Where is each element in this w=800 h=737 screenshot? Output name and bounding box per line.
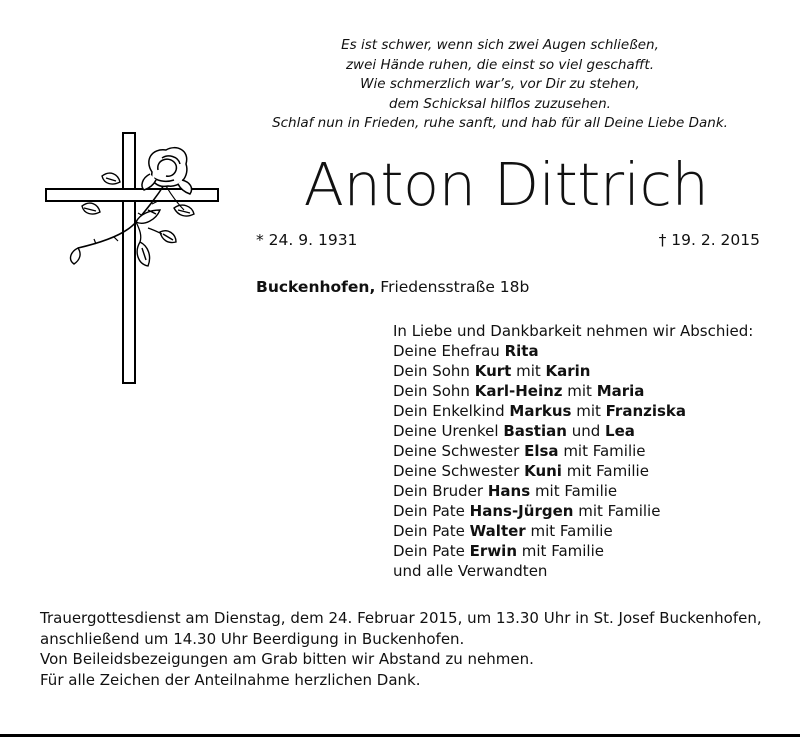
mourner-relation: mit Familie	[561, 462, 649, 480]
mourner-relation: Dein Sohn	[393, 382, 475, 400]
mourner-rows	[393, 341, 753, 581]
mourner-relation: mit Familie	[573, 502, 661, 520]
mourner-relation: und	[566, 422, 606, 440]
birth-date: * 24. 9. 1931	[256, 231, 358, 249]
mourner-relation: mit	[571, 402, 606, 420]
memorial-poem	[250, 36, 750, 134]
mourner-row	[393, 501, 753, 521]
mourners-intro: In Liebe und Dankbarkeit nehmen wir Abschied:	[393, 322, 754, 340]
mourner-name: Hans-Jürgen	[469, 502, 574, 520]
mourner-row	[393, 401, 753, 421]
mourner-row	[393, 421, 753, 441]
mourner-row	[393, 461, 753, 481]
address-street: Friedensstraße 18b	[380, 278, 530, 296]
mourner-name: Franziska	[605, 402, 687, 420]
mourner-name: Walter	[469, 522, 526, 540]
deceased-name: Anton Dittrich	[303, 150, 709, 219]
mourner-relation: Deine Schwester	[393, 442, 525, 460]
mourner-relation: Dein Bruder	[393, 482, 488, 500]
poem-line: Es ist schwer, wenn sich zwei Augen schließen,	[341, 37, 659, 53]
mourner-row	[393, 441, 753, 461]
mourner-name: Bastian	[503, 422, 567, 440]
mourner-relation: mit	[562, 382, 597, 400]
condolence-note: Von Beileidsbezeigungen am Grab bitten wir Abstand zu nehmen.	[40, 650, 534, 668]
mourner-name: Hans	[487, 482, 531, 500]
mourner-name: Lea	[605, 422, 635, 440]
mourner-row	[393, 381, 753, 401]
mourner-relation: Dein Enkelkind	[393, 402, 510, 420]
mourner-row	[393, 521, 753, 541]
thanks-note: Für alle Zeichen der Anteilnahme herzlichen Dank.	[40, 670, 421, 689]
poem-line: Wie schmerzlich war’s, vor Dir zu stehen,	[360, 76, 640, 92]
service-line: anschließend um 14.30 Uhr Beerdigung in Buckenhofen.	[40, 629, 465, 648]
mourner-relation: mit Familie	[525, 522, 613, 540]
mourner-relation: Deine Ehefrau	[393, 342, 505, 360]
poem-line: dem Schicksal hilflos zuzusehen.	[389, 95, 611, 112]
mourner-row	[393, 481, 753, 501]
mourner-relation: mit Familie	[517, 542, 604, 560]
mourner-relation: Dein Pate	[393, 542, 470, 560]
mourner-relation: mit	[511, 362, 546, 380]
mourner-relation: Dein Sohn	[393, 362, 475, 380]
mourner-name: Rita	[504, 342, 539, 360]
mourner-relation: mit Familie	[530, 482, 618, 500]
address-town: Buckenhofen,	[256, 278, 376, 296]
mourner-name: Kuni	[524, 462, 562, 480]
mourners-list	[393, 321, 753, 581]
mourner-relation: Dein Pate	[393, 522, 470, 540]
mourner-name: Maria	[596, 382, 645, 400]
mourner-row	[393, 361, 753, 381]
mourner-relation: und alle Verwandten	[393, 562, 548, 580]
poem-line: Schlaf nun in Frieden, ruhe sanft, und hab für all Deine Liebe Dank.	[272, 115, 728, 131]
mourner-row	[393, 541, 753, 561]
address	[256, 278, 529, 296]
mourner-name: Karin	[545, 362, 591, 380]
poem-line: zwei Hände ruhen, die einst so viel geschafft.	[345, 56, 655, 73]
mourner-row	[393, 561, 753, 581]
mourner-relation: mit Familie	[558, 442, 646, 460]
mourner-name: Markus	[509, 402, 572, 420]
mourner-name: Erwin	[469, 542, 517, 560]
cross-with-rose-icon	[44, 130, 224, 386]
mourner-name: Karl-Heinz	[474, 382, 563, 400]
service-line: Trauergottesdienst am Dienstag, dem 24. Februar 2015, um 13.30 Uhr in St. Josef Buckenhofen,	[40, 609, 762, 627]
mourner-name: Kurt	[474, 362, 512, 380]
mourner-row	[393, 341, 753, 361]
mourner-relation: Dein Pate	[393, 502, 470, 520]
mourner-relation: Deine Urenkel	[393, 422, 504, 440]
death-date: † 19. 2. 2015	[658, 231, 760, 249]
mourner-relation: Deine Schwester	[393, 462, 525, 480]
cross-vertical-beam	[123, 133, 135, 383]
service-information	[40, 608, 780, 690]
mourner-name: Elsa	[524, 442, 559, 460]
